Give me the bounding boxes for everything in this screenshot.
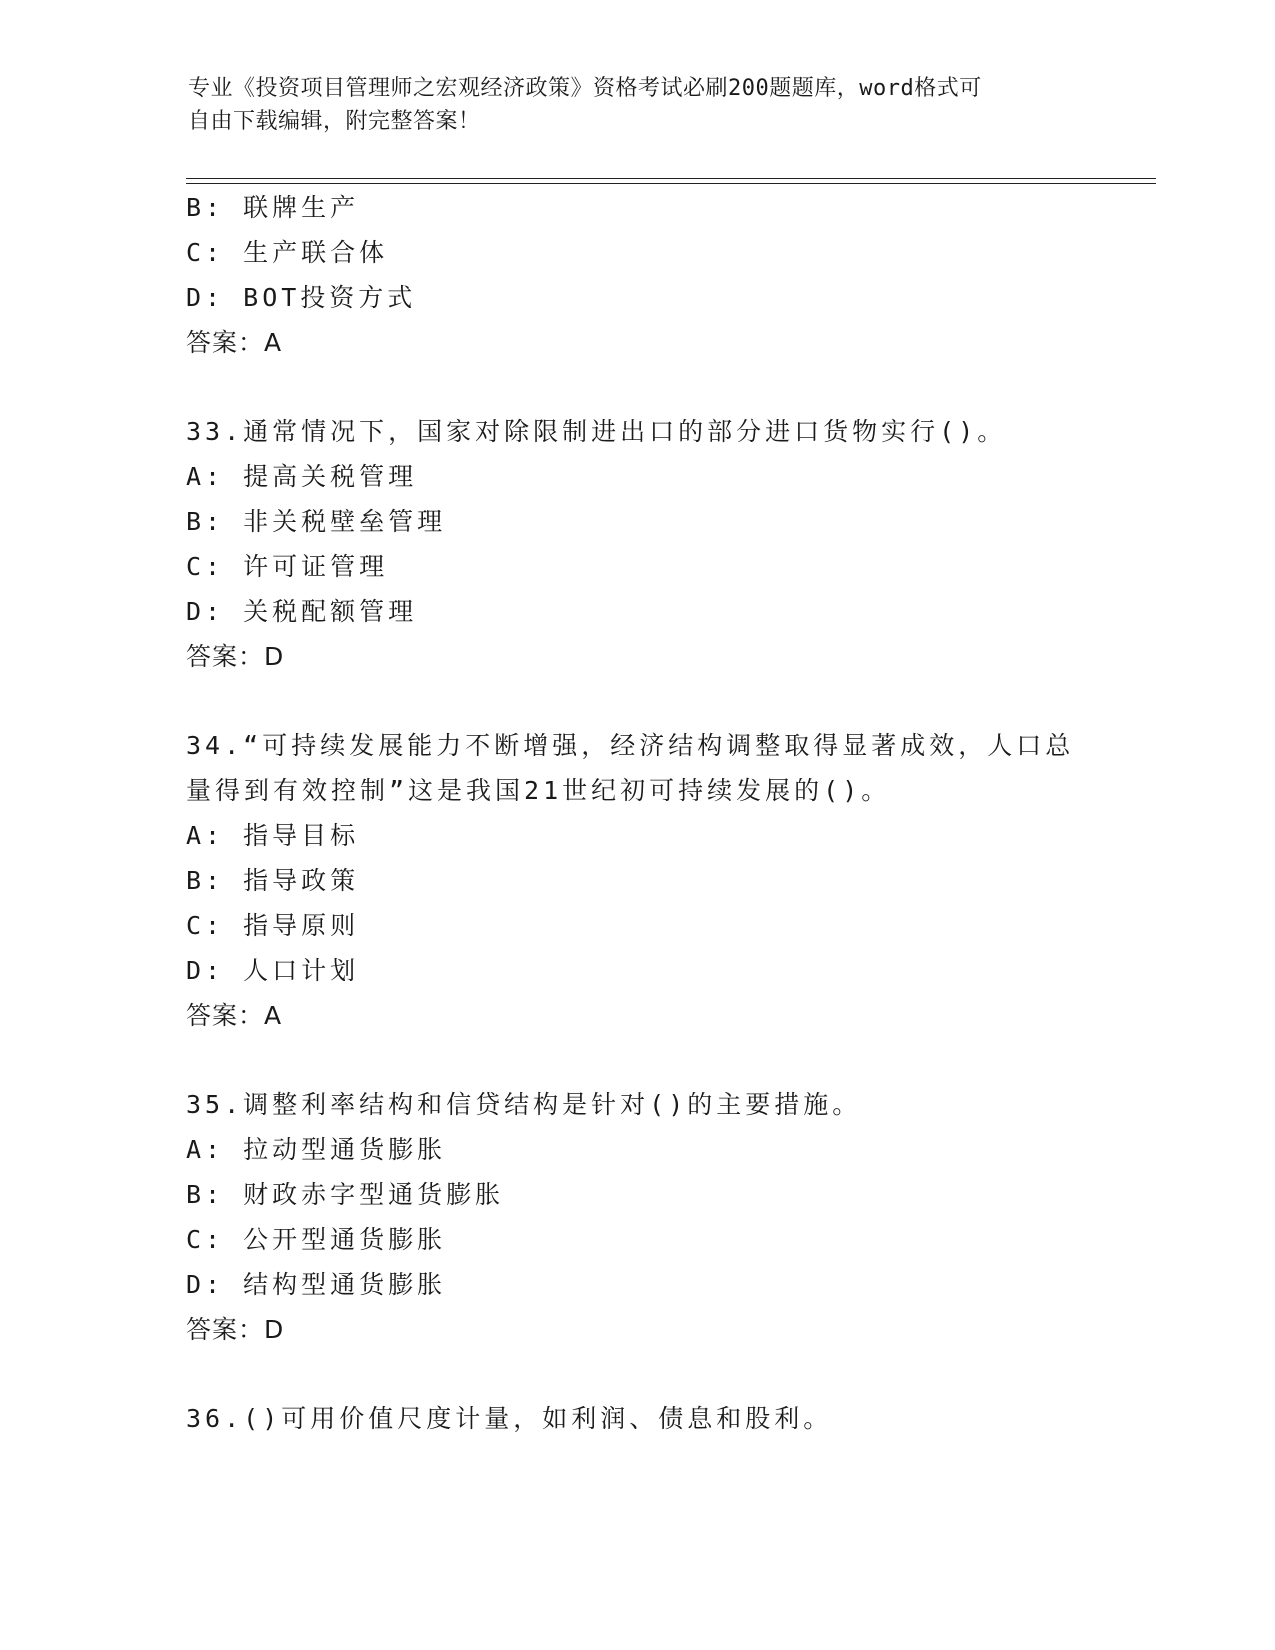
document-header (188, 72, 1088, 138)
q34-option-a: A: 指导目标 (186, 821, 360, 850)
header-line-1: 专业《投资项目管理师之宏观经济政策》资格考试必刷200题题库，word格式可 (188, 76, 982, 101)
q33-option-c: C: 许可证管理 (186, 552, 389, 581)
q35-option-a: A: 拉动型通货膨胀 (186, 1135, 447, 1164)
q32-option-c: C: 生产联合体 (186, 238, 389, 267)
q34-option-d: D: 人口计划 (186, 956, 360, 985)
q34-stem-line-1: 34.“可持续发展能力不断增强，经济结构调整取得显著成效，人口总 (186, 731, 1075, 760)
q32-option-d: D: BOT投资方式 (186, 283, 417, 312)
q33-option-b: B: 非关税壁垒管理 (186, 507, 447, 536)
q36-stem: 36.()可用价值尺度计量，如利润、债息和股利。 (186, 1404, 833, 1433)
q34-stem-line-2: 量得到有效控制”这是我国21世纪初可持续发展的()。 (186, 776, 891, 805)
q33-option-d: D: 关税配额管理 (186, 597, 418, 626)
q34-option-b: B: 指导政策 (186, 866, 360, 895)
q33-answer: 答案：D (186, 642, 285, 671)
q32-answer: 答案：A (186, 328, 283, 357)
q35-option-d: D: 结构型通货膨胀 (186, 1270, 447, 1299)
q33-stem: 33.通常情况下，国家对除限制进出口的部分进口货物实行()。 (186, 417, 1007, 446)
header-line-2: 自由下载编辑，附完整答案！ (188, 109, 481, 134)
q35-option-b: B: 财政赤字型通货膨胀 (186, 1180, 505, 1209)
q35-option-c: C: 公开型通货膨胀 (186, 1225, 447, 1254)
q35-stem: 35.调整利率结构和信贷结构是针对()的主要措施。 (186, 1090, 862, 1119)
q34-answer: 答案：A (186, 1001, 283, 1030)
header-rule-top (186, 178, 1156, 179)
q34-option-c: C: 指导原则 (186, 911, 360, 940)
header-rule-bottom (186, 183, 1156, 184)
q33-option-a: A: 提高关税管理 (186, 462, 418, 491)
q35-answer: 答案：D (186, 1315, 285, 1344)
q32-option-b: B: 联牌生产 (186, 193, 360, 222)
